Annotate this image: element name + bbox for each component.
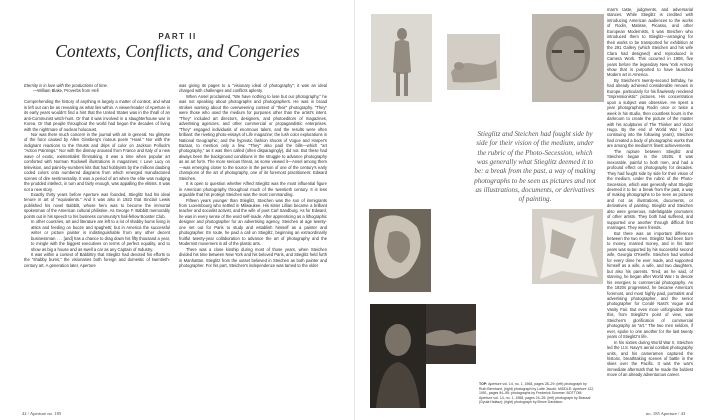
paragraph: was giving its pages to a "visionary ideal of photography"; it was an ideal charged with challenges and conflicts aplenty. [179, 83, 327, 94]
left-column-2 [179, 83, 327, 268]
paragraph: Nor was there much concern in the journal with art in general. No glimpse of the furor caused by Allen Ginsberg's riotous poem "Howl." Nor with the indignant reactions to the thrusts and drips of color on Jackson Pollock's "Action Paintings." Nor with the dismay aroused from France and Italy of a new wave of exotic, existentialist filmmaking. It was a time when popular art comforted with Norman Rockwell illustrations in magazines; I Love Lucy on television, and paint-by-numbers kits that had hobbyists by the millions daubing coded colors onto numbered diagrams from which emerged manufactured scenes of dire sentimentality. It was a period of art when the elite was nudging the prodded intellect, in turn and fairly enough, was appalling the elitists. It was not a new story. [24, 132, 170, 192]
photo-caption [479, 382, 595, 405]
part-label: PART II [158, 32, 197, 41]
paragraph: By Steichen's twenty-second birthday, he had already achieved considerable renown in Europe, particularly for his flawlessly rendered "Impressionistic" pictures. His concentration upon a subject was obsessive. He spent a year photographing Rodin once or twice a week in his studio, then countless hours in the darkroom to create the picture of the master with his sculptures of The Thinker and Victor Hugo. By the end of World War I (and continuing into the following years), Steichen had created a body of photographic works that are among the medium's finest achievements. [607, 77, 693, 149]
reclining-nude-photo [447, 34, 500, 90]
epigraph-quote: Eternity is in love with the productions of time. [24, 83, 109, 88]
figure-sculpture-photo [371, 14, 432, 102]
block-quote: In other countries, art and literature are left to a lot of shabby bums living in attics and feeding on booze and spaghetti; but in America the successful writer or picture painter is indistinguishable from any other decent businessman . . . [and] has a chance to drag down his fifty thousand a year, to mingle with the biggest executives on terms of perfect equality, and to show as big a house and as swell a car as any Captain of Industry. [31, 219, 170, 252]
right-column [607, 7, 693, 378]
paragraph: Comprehending the history of anything is largely a matter of context, and what is left out can be as revealing as what lies within. A viewer/reader of Aperture in its early years wouldn't find a hint that the United States was in the thrall of an anti-Communist witch-hunt. Or that it was involved in a slaughterhouse war in Korea. Or that people throughout the world had begun the decades of living with the nightmare of nuclear holocaust. [24, 99, 170, 132]
paragraph: When Ansel proclaimed, "We have nothing to lose but our photography," he was not speaking about photographs and photographers. He was in broad strokes warning about the overweening context of "their" photography. "They" were those who used the medium for purposes other than the artist's intent. "They" included art directors, designers, and photoeditors of magazines, advertising agencies, and other commercial or propagandistic enterprises. "They" engaged individuals of enormous talent, and the results were often brilliant: the riveting photo-essays of Life magazine; the lush color explorations in National Geographic; and the hypnotic fashion shoots of Vogue and Harper's Bazaar, to mention only a few. "They" also paid the bills—which "art photography," as it was then called (often disparagingly), did not. But these had always been the background conditions in the struggle to advance photography as an art form. The more serious threat, as some viewed it—Ansel among them—was emerging closer to the source in the person of one of the century's early champions of the art of photography, one of its foremost practitioners: Edward Steichen. [179, 93, 327, 181]
paragraph: Exactly thirty years before Aperture was founded, Stieglitz had his ideal tenure in art of "equivalents." And it was also in 1922 that Sinclair Lewis published his novel Babbitt, whose hero was to become the immortal spokesman of the American cultural philistine. As George F. Babbitt memorably points out in his speech to his business community's hail-fellow Booster Club. [24, 192, 170, 219]
paragraph: There was a close kinship during most of those years, when Steichen divided his time between New York and his beloved Paris, and Stieglitz held forth in Manhattan. Stieglitz from the outset believed in Steichen as both painter and photographer. For his part, Steichen's independence was tamed to the older [179, 246, 327, 268]
chapter-title: Contexts, Conflicts, and Congeries [55, 41, 300, 61]
crumpled-paper-photo [532, 209, 603, 284]
epigraph-source: —William Blake, Proverbs from Hell [33, 88, 99, 94]
paragraph: It was within a context of Babbittry that Stieglitz had devoted his efforts to the "shabby bums," the visionaries both foreign and domestic of twentieth-century art. A generation later, Aperture [24, 251, 170, 268]
left-folio: 42 / Aperture no. 185 [22, 411, 62, 416]
caption-label: TOP: [479, 382, 488, 386]
dark-portrait-photo [370, 304, 426, 408]
paragraph: man's taste, judgments, and adversarial stances. While Stieglitz is credited with introducing American audiences to the works of Rodin, Matisse, Picasso, and other European Modernists, it was Steichen who introduced them to Stieglitz—arranging for their works to be transported for exhibition at the 291 Gallery (which Steichen and his wife Clara had designed) and reproduced in Camera Work. This occurred in 1908, five years before the legendary New York Armory show that is purported to have launched Modern art in America. [607, 7, 693, 78]
pull-quote: Stieglitz and Steichen had fought side by side for their vision of the medium, under the rubric of the Photo-Secession, which was generally what Stieglitz deemed it to be: a break from the past, a way of making photographs to be seen as pictures and not as illustrations, documents, or derivatives of painting. [474, 130, 596, 204]
paragraph: It is open to question whether Alfred Stieglitz was the most influential figure in American photography throughout much of the twentieth century. It is less arguable that his protégé Steichen was the most commanding. [179, 181, 327, 198]
left-column-1 [24, 83, 170, 268]
abstract-organic-photo [369, 209, 431, 292]
paragraph: Fifteen years younger than Stieglitz, Steichen was the son of immigrants from Luxembourg who settled in Milwaukee. His sister Lillian became a brilliant teacher and socialist activist, and the wife of poet Carl Sandburg. As for Edward, he was in every sense of the word self-made. After apprenticing as a lithographic designer and photographer for an advertising agency, Steichen at age twenty-one set out for Paris to study and establish himself as a painter and photographer. En route, he paid a call on Stieglitz, beginning an extraordinarily fruitful twenty-year collaboration to advance the art of photography and the Modernist movement in all of the plastic arts. [179, 197, 327, 247]
handshake-photo [426, 304, 476, 364]
face-portrait-photo [532, 14, 604, 102]
right-folio: no. 185 Aperture / 43 [646, 411, 686, 416]
paragraph: The rupture between Stieglitz and Steichen began in the 1920s. It was inexorable, painful to both men, and had a profound effect on photography for decades. They had fought side by side for their vision of the medium, under the rubric of the Photo-Secession, which was generally what Stieglitz deemed it to be: a break from the past, a way of making photographs to be seen as pictures and not as illustrations, documents, or derivatives of painting. Stieglitz and Steichen also were generous, indefatigable promoters of other artists. They both had suffered, and supported one another through difficult first marriages. They were friends. [607, 148, 693, 231]
caption-text: Aperture vol. 14, no. 1, 1968, pages 28–29: (left) photograph by Ruth Bernhard, (right) photograph by Lotte Jacobi. MIDDLE: Aperture 122, 1991, pages 94–95: photographs by Frederick Sommer. BOTTOM: Aperture vol. 14, no. 1, 1968, pages 24–25: (left) photograph by Brassaï (Gyula Halász); (right) photograph by Bruce Davidson. [479, 382, 595, 405]
paragraph: But there was an important difference between the two men. Stieglitz had been born to money, married money, and in his later years was supported by his successful second wife, Georgia O'Keeffe. Steichen had worked for every dime he ever made, and supported himself as a wife, a wife, and two daughters, but also his parents. Tired, as he said, of starving, he began after World War I to devote his energies to commercial photography. As the 1920s progressed, he became America's foremost, and most highly paid, portraitist and advertising photographer, and the senior photographer for Condé Nast's Vogue and Vanity Fair. But even more unforgivable than this, from Stieglitz's point of view, was Steichen's glorification of commercial photography as "art." The two men seldom, if ever, spoke to one another for the last twenty years of Stieglitz's life. [607, 230, 693, 340]
paragraph: In his sixties during World War II, Steichen led the U.S. Navy's aerial combat photography units, and his cameramen captured the historic, breathtaking scenes of battle in the skies over the Pacific. It was the war's immediate aftermath that he made the boldest move of an already adventurous career. [607, 339, 693, 378]
